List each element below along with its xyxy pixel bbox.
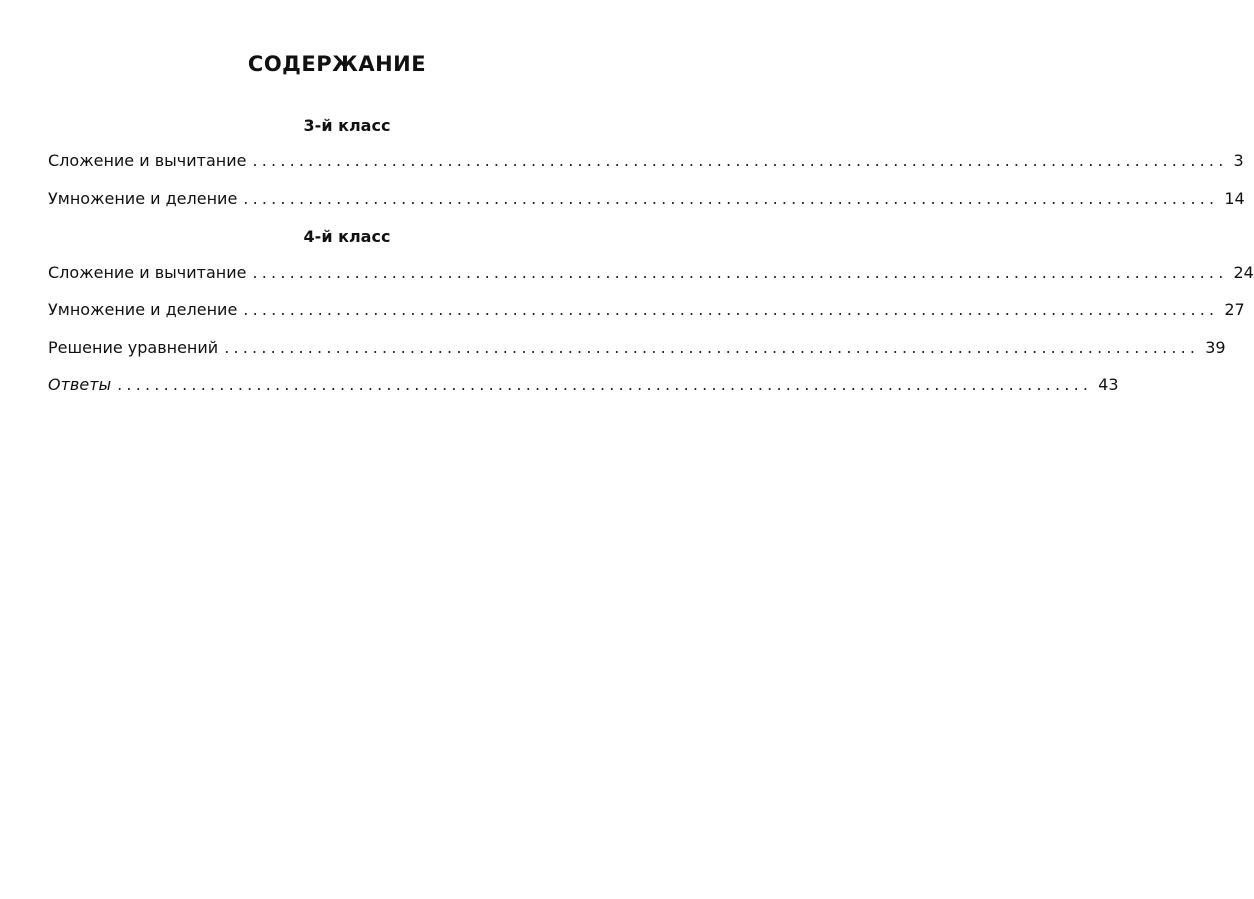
toc-leader-dots: ......................................................................................................... <box>117 375 1093 394</box>
toc-entry-page: 3 <box>1233 151 1244 170</box>
toc-entry-label: Решение уравнений <box>48 338 219 357</box>
toc-entry-label: Сложение и вычитание <box>48 263 247 282</box>
toc-entry[interactable] <box>48 187 1245 211</box>
toc-entry-label: Умножение и деление <box>48 300 238 319</box>
toc-entry-page: 24 <box>1233 263 1254 282</box>
toc-leader-dots: ......................................................................................................... <box>243 189 1219 208</box>
toc-entry-label: Ответы <box>48 375 112 394</box>
toc-entry[interactable] <box>48 336 1226 360</box>
toc-entry-page: 43 <box>1098 375 1119 394</box>
page-title: СОДЕРЖАНИЕ <box>247 52 427 76</box>
toc-entry[interactable] <box>48 298 1245 322</box>
toc-leader-dots: ......................................................................................................... <box>224 338 1200 357</box>
section-heading-grade-3: 3-й класс <box>303 116 391 135</box>
section-heading-grade-4: 4-й класс <box>303 227 391 246</box>
toc-entry-answers[interactable] <box>48 373 1119 397</box>
toc-entry-label: Умножение и деление <box>48 189 238 208</box>
toc-leader-dots: ......................................................................................................... <box>243 300 1219 319</box>
toc-entry[interactable] <box>48 261 1254 285</box>
toc-entry-label: Сложение и вычитание <box>48 151 247 170</box>
toc-entry[interactable] <box>48 149 1244 173</box>
toc-entry-page: 27 <box>1224 300 1245 319</box>
toc-leader-dots: ......................................................................................................... <box>252 263 1228 282</box>
toc-leader-dots: ......................................................................................................... <box>252 151 1228 170</box>
toc-entry-page: 14 <box>1224 189 1245 208</box>
toc-entry-page: 39 <box>1205 338 1226 357</box>
